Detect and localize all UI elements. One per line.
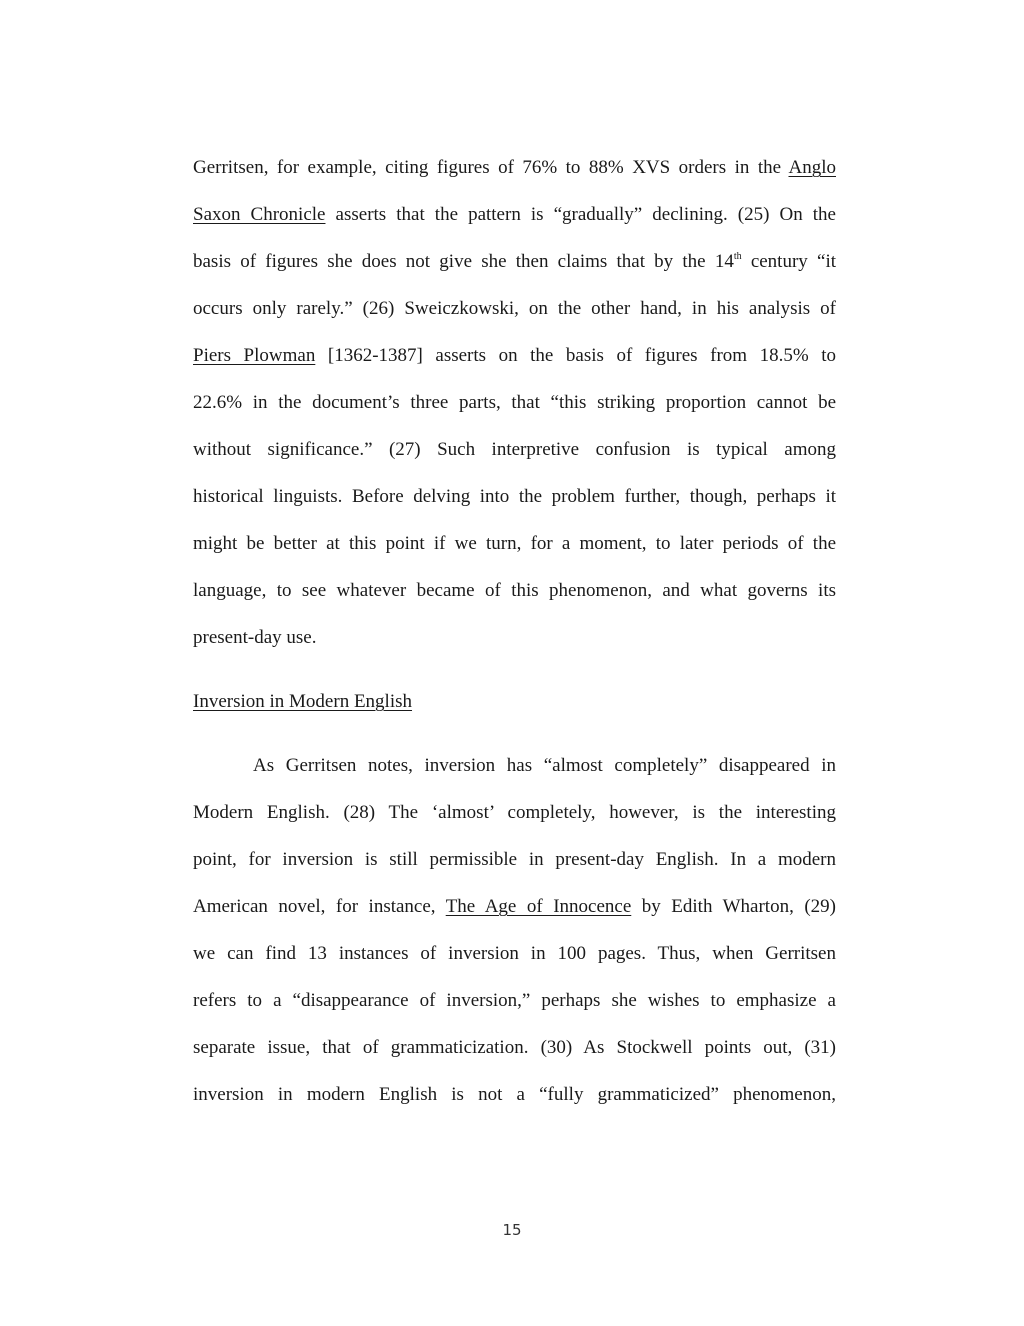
title-piers-plowman: Piers Plowman [193,345,316,366]
section-heading: Inversion in Modern English [193,691,413,712]
text-line: separate issue, that of grammaticization. (30) As Stockwell points out, (31) [193,1037,836,1058]
text-line [193,250,836,274]
text-run: basis of figures she does not give she then claims that by the 14 [193,251,734,272]
text-line [193,895,836,919]
text-run: by Edith Wharton, (29) [631,896,836,917]
text-line: might be better at this point if we turn, for a moment, to later periods of the [193,533,836,554]
superscript: th [733,251,742,262]
text-line: occurs only rarely.” (26) Sweiczkowski, on the other hand, in his analysis of [193,298,836,319]
text-line: 22.6% in the document’s three parts, that “this striking proportion cannot be [193,392,836,413]
text-line: refers to a “disappearance of inversion,” perhaps she wishes to emphasize a [193,990,836,1011]
text-line: point, for inversion is still permissible in present-day English. In a modern [193,849,836,870]
page-number: 15 [502,1221,522,1239]
text-line: we can find 13 instances of inversion in 100 pages. Thus, when Gerritsen [193,943,836,964]
title-saxon-chronicle: Saxon Chronicle [193,204,326,225]
text-line: language, to see whatever became of this phenomenon, and what governs its [193,580,836,601]
text-line [193,344,836,368]
text-run: American novel, for instance, [193,896,446,917]
text-line: without significance.” (27) Such interpretive confusion is typical among [193,439,836,460]
text-run: Gerritsen, for example, citing figures of 76% to 88% XVS orders in the [193,157,789,178]
text-line: historical linguists. Before delving into the problem further, though, perhaps it [193,486,836,507]
text-run: asserts that the pattern is “gradually” declining. (25) On the [325,204,836,225]
text-line: inversion in modern English is not a “fully grammaticized” phenomenon, [193,1084,836,1105]
text-run: century “it [741,251,836,272]
text-line: Modern English. (28) The ‘almost’ completely, however, is the interesting [193,802,836,823]
title-anglo: Anglo [788,157,836,178]
text-line [193,203,836,227]
text-line: As Gerritsen notes, inversion has “almost completely” disappeared in [253,755,836,776]
text-line: present-day use. [193,627,317,648]
text-run: [1362-1387] asserts on the basis of figures from 18.5% to [315,345,836,366]
text-line [193,156,836,180]
title-age-of-innocence: The Age of Innocence [445,896,632,917]
